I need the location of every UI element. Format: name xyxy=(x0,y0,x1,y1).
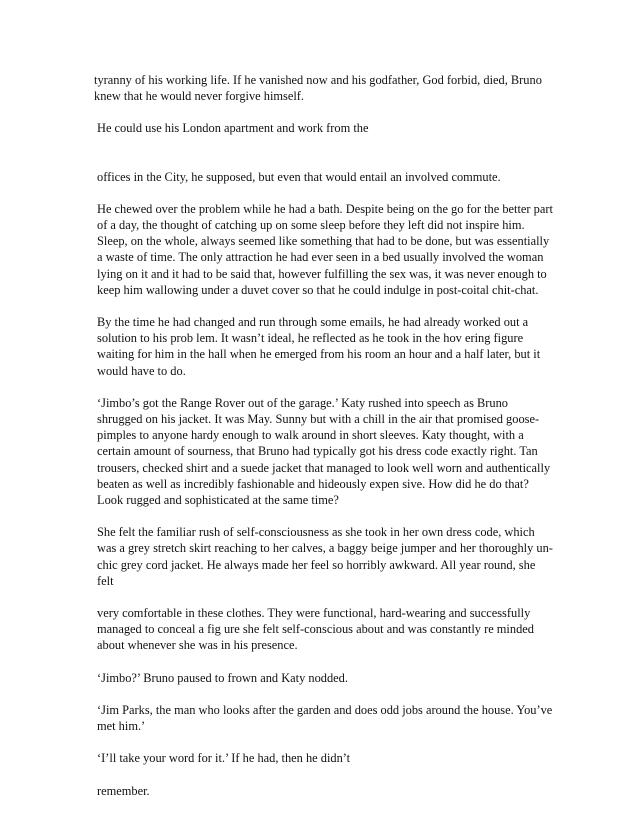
paragraph-3: offices in the City, he supposed, but even that would entail an involved commute. xyxy=(97,169,501,184)
paragraph-5: By the time he had changed and run through some emails, he had already worked out a solution to his prob lem. It wasn’t ideal, he reflected as he took in the hov ering figure waiting for him in the hall when he emerged from his room an hour and a half later, but it would have to do. xyxy=(97,315,541,378)
paragraph-4: He chewed over the problem while he had a bath. Despite being on the go for the better part of a day, the thought of catching up on some sleep before they left did not inspire him. Sleep, on the whole, always seemed like something that had to be done, but was essentially a waste of time. The only attraction he had ever seen in a bed usually involved the woman lying on it and it had to be said that, however fulfilling the sex was, it was never enough to keep him wallowing under a duvet cover so that he could indulge in post-coital chit-chat. xyxy=(97,201,553,297)
paragraph-12: remember. xyxy=(97,783,150,798)
paragraph-6: ‘Jimbo’s got the Range Rover out of the garage.’ Katy rushed into speech as Bruno shrugged on his jacket. It was May. Sunny but with a chill in the air that promised goose-pimples to anyone hardy enough to walk around in short sleeves. Katy thought, with a certain amount of sourness, that Bruno had typically got his dress code exactly right. Tan trousers, checked shirt and a suede jacket that managed to look well worn and authentically beaten as well as incredibly fashionable and hideously expen sive. How did he do that? Look rugged and sophisticated at the same time? xyxy=(97,395,551,508)
body-text xyxy=(94,72,554,815)
paragraph-8: very comfortable in these clothes. They were functional, hard-wearing and successfully managed to conceal a fig ure she felt self-conscious about and was constantly re minded about whenever she was in his presence. xyxy=(97,606,534,653)
paragraph-1: tyranny of his working life. If he vanished now and his godfather, God forbid, died, Bruno knew that he would never forgive himself. xyxy=(94,73,542,104)
paragraph-9: ‘Jimbo?’ Bruno paused to frown and Katy nodded. xyxy=(97,670,348,685)
paragraph-7: She felt the familiar rush of self-consciousness as she took in her own dress code, which was a grey stretch skirt reaching to her calves, a baggy beige jumper and her thoroughly un-chic grey cord jacket. He always made her feel so horribly awkward. All year round, she felt xyxy=(97,525,553,588)
paragraph-11: ‘I’ll take your word for it.’ If he had, then he didn’t xyxy=(97,751,351,766)
paragraph-10: ‘Jim Parks, the man who looks after the garden and does odd jobs around the house. You’ve met him.’ xyxy=(97,702,553,734)
paragraph-2: He could use his London apartment and work from the xyxy=(97,121,369,136)
